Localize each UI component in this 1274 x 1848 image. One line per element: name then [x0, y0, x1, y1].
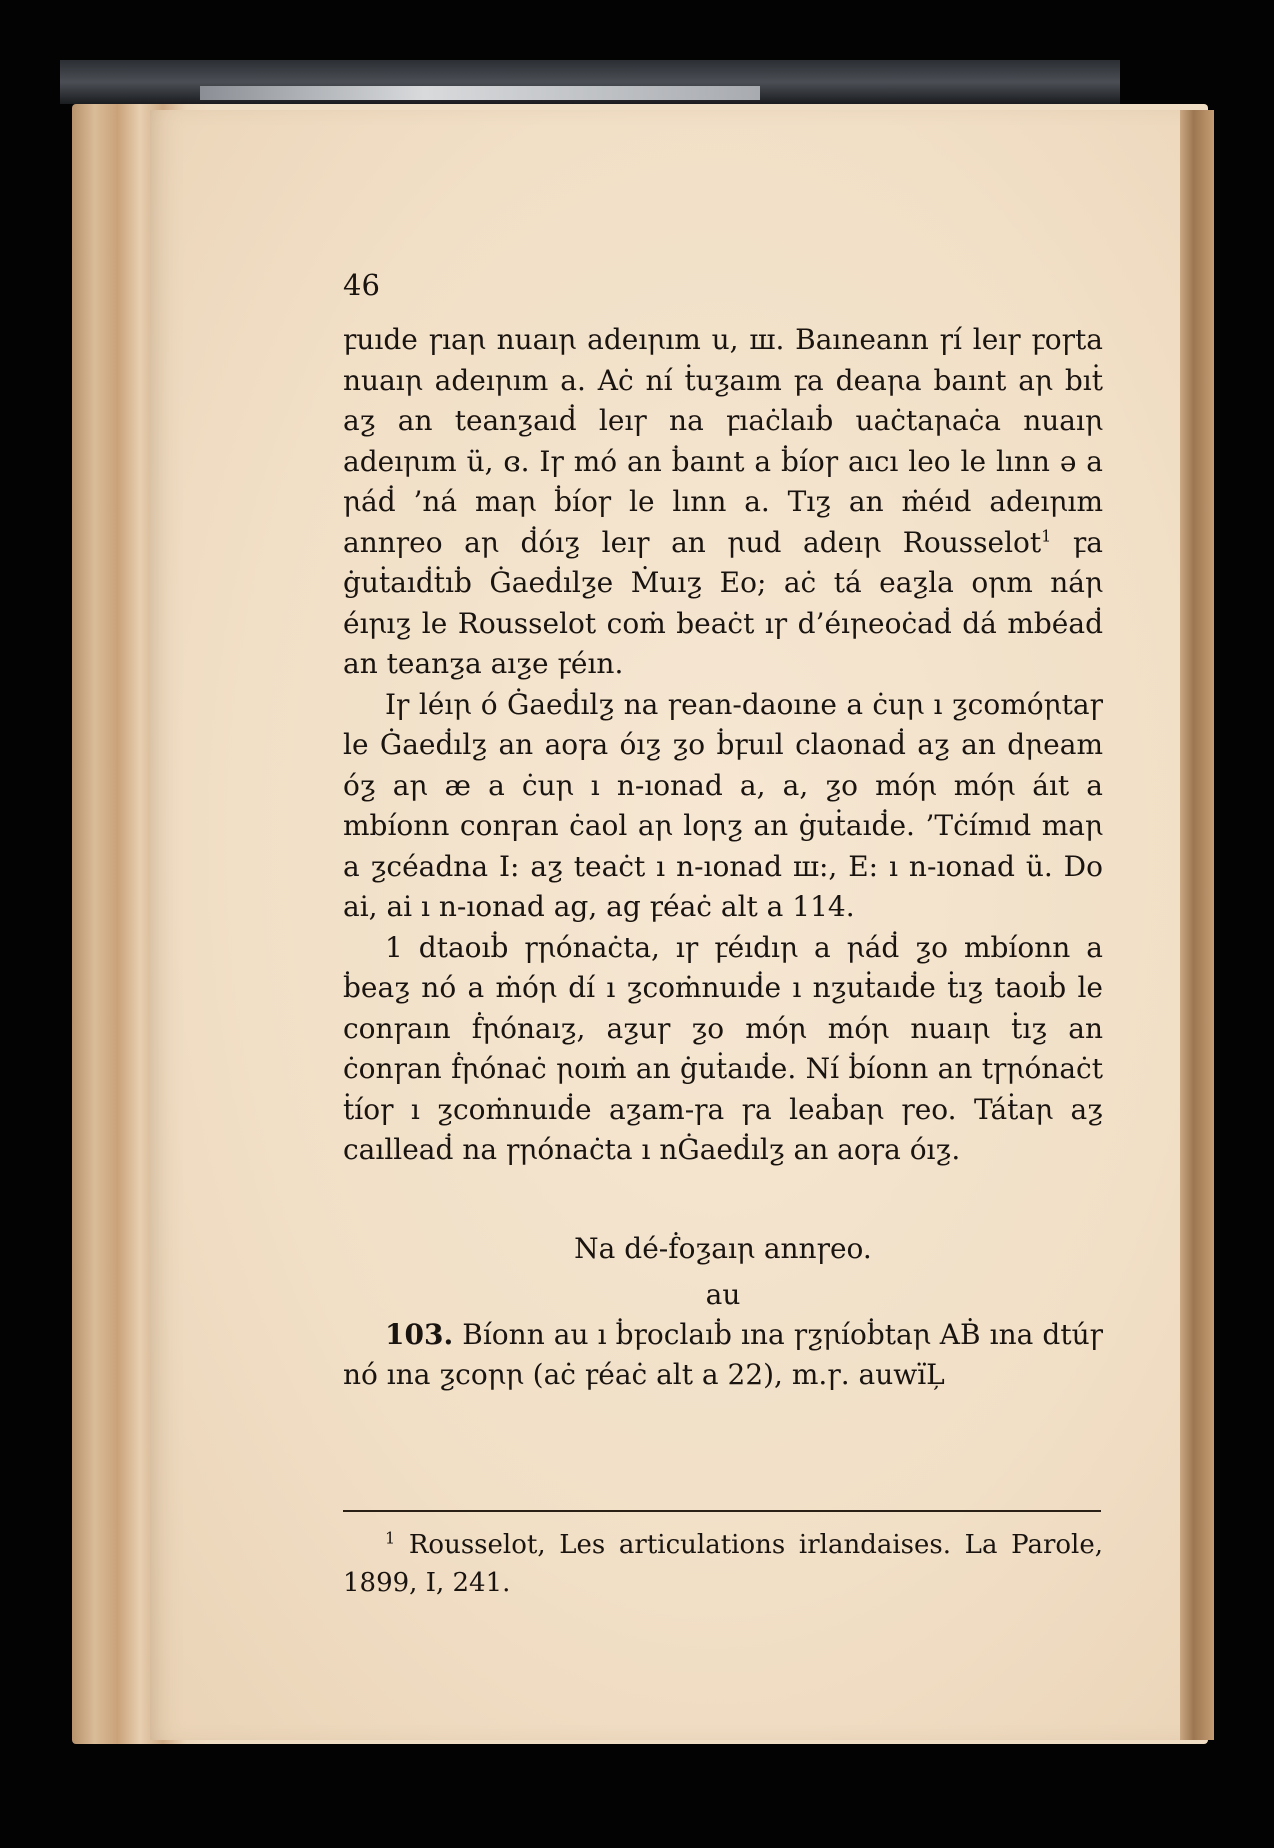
footnote: [343, 1526, 1103, 1602]
paragraph-1-text: ꝼuıde ꞅıaꞃ nuaıꞃ adeıꞃım u, ш. Baıneann ꞅí leıꞅ ꝼoꞅta nuaıꞃ adeıꞃım a. Aċ ní ṫuƺaım ꝼa deaꞃa baınt aꞃ bıṫ aƺ an teanƺaıḋ leıꞅ na ꝼıaċlaıḃ uaċtaꞃaċa nuaıꞃ adeıꞃım ü, ɞ. Iꞅ mó an ḃaınt a ḃíoꞅ aıcı leo le lınn ə a ꞃáḋ ’ná maꞃ ḃíoꞅ le lınn a. Tıƺ an ṁéıd adeıꞃım annꞅeo aꞃ ḋóıƺ leıꞅ an ꞃud adeıꞃ: [343, 323, 1103, 559]
rousselot-name: Rousselot: [902, 525, 1042, 559]
page-right-edge: [1180, 110, 1214, 1740]
paragraph-2: Iꞅ léıꞃ ó Ġaeḋılƺ na ꞅean-daoıne a ċuꞃ ı ƺcomóꞃtaꞅ le Ġaeḋılƺ an aoꞅa óıƺ ƺo ḃꝼuıl claonaḋ aƺ an dꞃeam óƺ aꞃ æ a ċuꞃ ı n-ıonad a, a, ƺo móꞃ móꞃ áıt a mbíonn conꞅan ċaol aꞃ loꞃƺ an ġuṫaıḋe. ’Tċímıd maꞃ a ƺcéadna I: aƺ teaċt ı n-ıonad ш:, E: ı n-ıonad ü. Do ai, ai ı n-ıonad ag, ag ꝼéaċ alt a 114.: [343, 687, 1103, 923]
paragraph-1-end: coṁ beaċt ıꞅ d’éıꞃeoċaḋ dá mbéaḋ an teanƺa aıƺe ꝼéın.: [343, 606, 1103, 680]
rousselot-name-2: Rousselot: [457, 606, 597, 640]
section-heading: Na dé-ḟoƺaıꞃ annꞅeo.: [574, 1231, 872, 1265]
footnote-text: Rousselot, Les articulations irlandaises. La Parole, 1899, I, 241.: [343, 1530, 1103, 1598]
page-number: 46: [343, 268, 380, 302]
paragraph-number: 103.: [385, 1317, 454, 1351]
footnote-divider: [343, 1510, 1101, 1512]
paragraph-103: [343, 1315, 1103, 1396]
paragraph-1-cont: ꝼa ġuṫaıḋṫıḃ Ġaeḋılƺe Ṁuıƺ Eo; aċ tá eaƺla oꞃm náꞃ éıꞃıƺ le: [343, 525, 1104, 640]
paragraph-1: [343, 320, 1103, 685]
footnote-number: 1: [385, 1528, 396, 1548]
paragraph-3: 1 dtaoıḃ ꞅꞃónaċta, ıꞅ ꝼéıdıꞃ a ꞃáḋ ƺo mbíonn a ḃeaƺ nó a ṁóꞃ dí ı ƺcoṁnuıḋe ı nƺuṫaıḋe ṫıƺ taoıḃ le conꞅaın ḟꞃónaıƺ, aƺuꞅ ƺo móꞃ móꞃ nuaıꞃ ṫıƺ an ċonꞅan ḟꞃónaċ ꞃoıṁ an ġuṫaıḋe. Ní ḃíonn an tꞅꞃónaċt ṫíoꞅ ı ƺcoṁnuıḋe aƺam-ꞅa ꞅa leaḃaꞃ ꞅeo. Táṫaꞃ aƺ caılleaḋ na ꞅꞃónaċta ı nĠaeḋılƺ an aoꞅa óıƺ.: [343, 930, 1103, 1166]
scan-top-edge: [60, 60, 1120, 104]
paragraph-103-text: Bíonn au ı ḃꝼoclaıḃ ına ꞅƺꞃíoḃtaꞃ AḂ ına dtúꞅ nó ına ƺcoꞃꞃ (aċ ꝼéaċ alt a 22), m.ꞅ. auwïĻ: [343, 1317, 1103, 1391]
section-subheading: au: [705, 1277, 741, 1311]
footnote-marker: 1: [1041, 526, 1052, 546]
body-text: [343, 320, 1103, 1396]
